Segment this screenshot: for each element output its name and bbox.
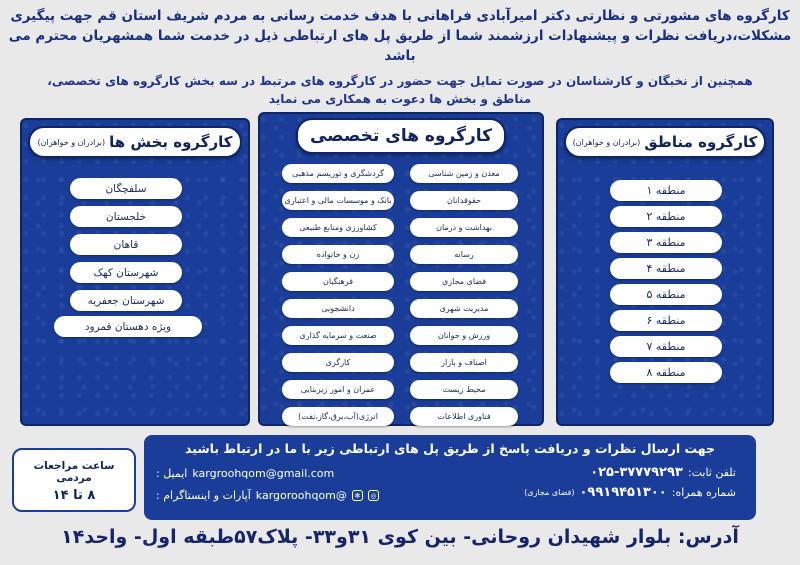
intro-text <box>8 6 792 108</box>
sector-item: سلفچگان <box>70 178 182 199</box>
specialized-item: بهداشت و درمان <box>410 218 518 237</box>
specialized-item: محیط زیست <box>410 380 518 399</box>
specialized-item: کشاورزی ومنابع طبیعی <box>282 218 394 237</box>
hours-box <box>12 448 136 512</box>
specialized-item: معدن و زمین شناسی <box>410 164 518 183</box>
regions-panel <box>556 118 774 426</box>
specialized-item: اصناف و بازار <box>410 353 518 372</box>
mobile-note: (فضای مجازی) <box>524 488 575 497</box>
mobile-row <box>524 485 736 500</box>
region-item: منطقه ۶ <box>610 310 722 331</box>
sectors-title: کارگروه بخش ها <box>109 133 233 151</box>
social-row <box>156 489 379 502</box>
specialized-item: فضای مجازی <box>410 272 518 291</box>
specialized-item: فناوری اطلاعات <box>410 407 518 426</box>
mobile-label: شماره همراه: <box>671 486 736 499</box>
region-item: منطقه ۳ <box>610 232 722 253</box>
sectors-subtitle: (برادران و خواهران) <box>37 137 106 147</box>
phone-row <box>590 465 736 480</box>
intro-line-2: مشکلات،دریافت نظرات و پیشنهادات ارزشمند شما از طریق پل های ارتباطی ذیل در خدمت شما همشهریان محترم می باشد <box>8 28 792 64</box>
specialized-item: مدیریت شهری <box>410 299 518 318</box>
mobile-number[interactable]: ۰۹۹۱۹۴۵۱۳۰۰ <box>579 485 667 500</box>
specialized-item: صنعت و سرمایه گذاری <box>282 326 394 345</box>
specialized-item: انرژی(آب،برق،گاز،نفت) <box>282 407 394 426</box>
email-row <box>156 467 334 480</box>
intro-line-3: همچنین از نخبگان و کارشناسان در صورت تمایل جهت حضور در کارگروه های مرتبط در سه بخش کارگروه های تخصصی، <box>47 74 753 88</box>
social-handle[interactable]: @kargoroohqom <box>255 489 347 502</box>
specialized-item: رسانه <box>410 245 518 264</box>
aparat-icon: ✻ <box>352 490 363 501</box>
sector-item: خلجستان <box>70 206 182 227</box>
specialized-panel <box>258 112 544 426</box>
phone-label: تلفن ثابت: <box>687 466 736 479</box>
specialized-title: کارگروه های تخصصی <box>309 126 493 146</box>
region-item: منطقه ۴ <box>610 258 722 279</box>
instagram-icon: ◎ <box>368 490 379 501</box>
phone-number[interactable]: ۰۲۵-۳۷۷۷۹۲۹۳ <box>590 465 683 480</box>
specialized-item: بانک و موسسات مالی و اعتباری <box>282 191 394 210</box>
sector-item: شهرستان کهک <box>70 262 182 283</box>
region-item: منطقه ۵ <box>610 284 722 305</box>
hours-value: ۸ تا ۱۴ <box>52 488 96 503</box>
specialized-item: حقوقدانان <box>410 191 518 210</box>
specialized-header <box>296 118 506 154</box>
region-item: منطقه ۲ <box>610 206 722 227</box>
regions-header <box>564 126 766 158</box>
specialized-item: عمران و امور زیربنایی <box>282 380 394 399</box>
contact-box <box>144 435 756 520</box>
region-item: منطقه ۸ <box>610 362 722 383</box>
specialized-item: گردشگری و توریسم مذهبی <box>282 164 394 183</box>
sector-item: ویژه دهستان قمرود <box>54 316 202 337</box>
email-label: ایمیل : <box>156 467 188 480</box>
sectors-header <box>28 126 242 158</box>
hours-title: ساعت مراجعات مردمی <box>33 460 115 484</box>
contact-title: جهت ارسال نظرات و دریافت پاسخ از طریق پل های ارتباطی زیر با ما در ارتباط باشید <box>185 441 715 456</box>
intro-line-4: مناطق و بخش ها دعوت به همکاری می نماید <box>268 92 532 106</box>
intro-line-1: کارگروه های مشورتی و نظارتی دکتر امیرآبادی فراهانی با هدف خدمت رسانی به مردم شریف استان قم جهت پیگیری <box>10 8 790 24</box>
regions-title: کارگروه مناطق <box>644 133 758 151</box>
address-text: آدرس: بلوار شهیدان روحانی- بین کوی ۳۱و۳۳- پلاک۵۷طبقه اول- واحد۱۴ <box>61 526 739 548</box>
specialized-item: کارگری <box>282 353 394 372</box>
region-item: منطقه ۷ <box>610 336 722 357</box>
specialized-item: دانشجویی <box>282 299 394 318</box>
specialized-item: زن و خانواده <box>282 245 394 264</box>
sector-item: قاهان <box>70 234 182 255</box>
social-label: آپارات و اینستاگرام : <box>156 489 251 502</box>
specialized-item: ورزش و جوانان <box>410 326 518 345</box>
email-address[interactable]: kargroohqom@gmail.com <box>192 467 335 480</box>
region-item: منطقه ۱ <box>610 180 722 201</box>
regions-subtitle: (برادران و خواهران) <box>572 137 641 147</box>
sectors-panel <box>20 118 250 426</box>
sector-item: شهرستان جعفریه <box>70 290 182 311</box>
specialized-item: فرهنگیان <box>282 272 394 291</box>
